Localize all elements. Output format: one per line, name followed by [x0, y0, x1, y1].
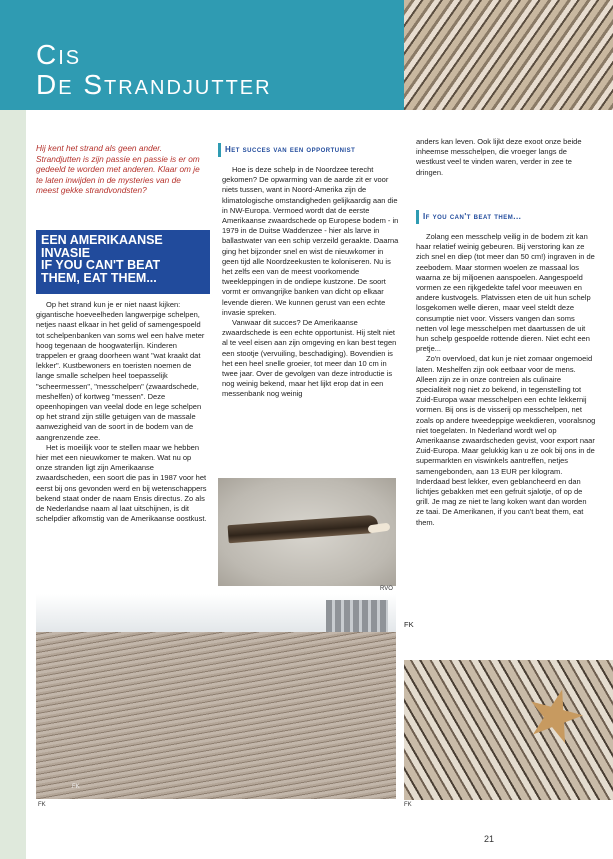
header-band: [0, 0, 404, 110]
headline-line-2: INVASIE: [41, 245, 91, 260]
page-title: [36, 40, 272, 100]
column-3-body: [416, 232, 596, 528]
headline-line-4: THEM, EAT THEM...: [41, 270, 157, 285]
paragraph: Op het strand kun je er niet naast kijken: gigantische hoeveelheden langwerpige schelpen, netjes naast elkaar in het gelid of samengespoeld tot schelpenbanken van soms wel een halve meter hoog tegenaan de hoogwaterlijn. Kinderen trappelen er graag doorheen want "wat kraakt dat lekker". Kustbewoners en toeristen noemen de lange smalle schelpen heel toepasselijk "scheermessen", "messchelpen" (zwaardschede, meshelfen) of kortweg "messen". Deze opeenhopingen van veelal dode en lege schelpen op het strand zijn stille getuigen van de massale aanwezigheid van de soort in de bodem van de aangrenzende zee.: [36, 300, 205, 442]
section-headline-box: [36, 230, 210, 294]
photo-shells-starfish: [404, 660, 613, 800]
column-3-top: anders kan leven. Ook lijkt deze exoot onze beide inheemse messchelpen, die vroeger langs de westkust veel te vinden waren, verder in zee te dringen.: [416, 137, 582, 177]
photo-beach-shell-banks: [36, 594, 396, 799]
beach-sand: [36, 632, 396, 799]
paragraph: Zolang een messchelp veilig in de bodem zit kan haar relatief weinig gebeuren. Bij verstoring kan ze zich snel en diep (tot meer dan 50 cm!) ingraven in de zeebodem. Maar stormen woelen ze massaal los waarna ze bij miljoenen aanspoelen. Aangespoeld vormen ze een rijkgedekte tafel voor meeuwen en andere kustvogels. Platvissen eten de uit hun schelp losgekomen welle dieren, maar veel steldt deze consumptie niet voor. Vissers vangen dan soms netten vol lege messchelpen met daartussen de uit hun schelp gespoelde rottende dieren. Niet echt een pretje...: [416, 232, 595, 354]
photo-credit-shells: FK: [404, 802, 412, 808]
starfish-icon: ★: [514, 669, 596, 762]
photo-credit-beach: FK: [38, 802, 46, 808]
column-2-body: [222, 165, 400, 400]
photo-credit-beach-inner: FK: [72, 784, 80, 790]
headline-line-3: IF YOU CAN'T BEAT: [41, 258, 161, 272]
razor-shell-shape: [228, 515, 379, 543]
razor-foot-shape: [368, 523, 391, 534]
paragraph: Het is moeilijk voor te stellen maar we hebben hier met een nieuwkomer te maken. Wat nu op onze stranden ligt zijn Amerikaanse zwaardscheden, een soort die pas in 1987 voor het eerst bij ons gevonden werd en bij wetenschappers bekend staat onder de naam Ensis directus. Zo als de Nederlandse naam al laat uitschijnen, is dit schelpdier afkomstig van de Amerikaanse oostkust.: [36, 442, 207, 524]
title-line-1: Cis: [36, 39, 82, 70]
subhead-opportunist: Het succes van een opportunist: [218, 143, 407, 157]
page-sidebar-strip: [0, 110, 26, 859]
column-1-body: [36, 300, 208, 524]
photo-razor-clam: [218, 478, 396, 586]
subhead-beat-them: If you can't beat them...: [416, 210, 603, 224]
page-number: 21: [484, 834, 495, 844]
paragraph: Vanwaar dit succes? De Amerikaanse zwaardschede is een echte opportunist. Hij stelt niet al te veel eisen aan zijn omgeving en kan best tegen een stootje (vervuiling, beschadiging). Bovendien is het een heel snelle groeier, tot meer dan 10 cm in twee jaar. Over de gevolgen van deze introductie is nog weinig bekend, maar het lijkt erop dat in een messenbank nog weinig: [222, 318, 397, 399]
paragraph: Zo'n overvloed, dat kun je niet zomaar ongemoeid laten. Meshelfen zijn ook eetbaar voor de mens. Alleen zijn ze in onze contreien als culinaire specialiteit nog niet zo bekend, in tegenstelling tot Zuid-Europa waar messchelpen een echte lekkernij vormen. Bij ons is de visserij op messchelpen, net zoals op andere tweedeppige weekdieren, vooralsnog niet toegelaten. In Nederland wordt wel op Amerikaanse zwaardscheden gevist, voor export naar Zuid-Europa. Maar gelukkig kan u ze ook bij ons in de supermarkten en viswinkels aantreffen, netjes samengebonden, aan 13 EUR per kilogram. Inderdaad best lekker, even geblancheerd en dan lichtjes gebakken met een gefruit sjalotje, of op de grill. Je mag ze niet te lang koken want dan worden ze taai. De Amerikanen, if you can't beat them, eat them.: [416, 354, 596, 527]
title-line-2: De Strandjutter: [36, 69, 272, 100]
photo-shells-top: [404, 0, 613, 110]
intro-text: Hij kent het strand als geen ander. Strandjutten is zijn passie en passie is er om gedeeld te worden met anderen. Klaar om je te laten inwijden in de mysteries van de meest gekke strandvondsten?: [36, 143, 200, 196]
headline-line-1: EEN AMERIKAANSE: [41, 233, 163, 247]
photo-credit-razor: RVO: [380, 586, 393, 592]
paragraph: Hoe is deze schelp in de Noordzee terecht gekomen? De opwarming van de aarde zit er voor niets tussen, want in Noord-Amerika zijn de klimatologische omstandigheden gelijkaardig aan die in NW-Europa. Vermoed wordt dat de eerste Amerikaanse zwaardschede op Europese bodem - in 1979 in de Duitse Waddenzee - hier als larve in ballastwater van een schip verzeild geraakte. Daarna ging het bijzonder snel en wist de nieuwkomer in geen tijd alle Noordzeekusten te koloniseren. Nu is het zelfs een van de meest voorkomende tweekleppingen in de ondiepe kustzone. De soort vormt er omvangrijke banken van dicht op elkaar levende dieren. We kunnen gerust van een echte invasie spreken.: [222, 165, 399, 317]
beach-buildings: [326, 600, 388, 634]
author-signature: FK: [404, 620, 414, 629]
